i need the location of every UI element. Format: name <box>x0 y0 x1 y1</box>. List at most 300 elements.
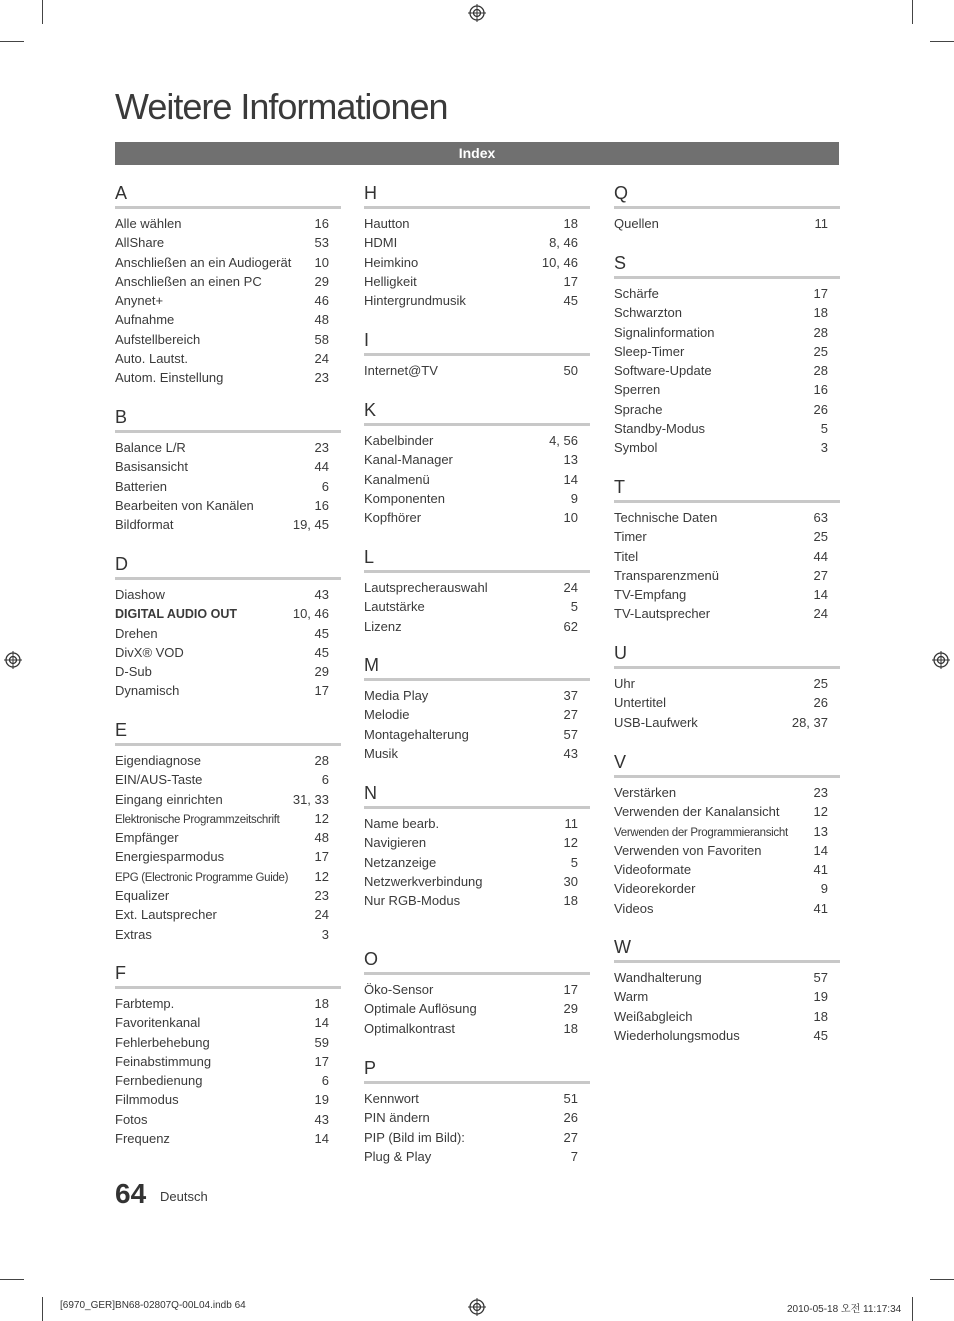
entry-page-ref: 18 <box>813 305 828 321</box>
index-entry <box>614 323 840 342</box>
entry-term: Farbtemp. <box>115 996 175 1011</box>
index-entry <box>364 617 590 636</box>
index-entry <box>364 1089 590 1108</box>
entry-term: Filmmodus <box>115 1092 179 1108</box>
section-divider <box>364 1081 590 1084</box>
entry-page-ref: 16 <box>314 216 329 231</box>
entry-page-ref: 41 <box>813 862 828 878</box>
index-entry <box>115 770 341 789</box>
section-letter: Q <box>614 183 629 203</box>
section-divider <box>614 500 840 503</box>
entry-term: Öko-Sensor <box>364 982 434 997</box>
entry-page-ref: 18 <box>563 1020 578 1036</box>
entry-page-ref: 12 <box>314 810 329 826</box>
index-entry <box>364 508 590 527</box>
index-entry <box>364 450 590 469</box>
entry-page-ref: 27 <box>813 567 828 583</box>
entry-term: AllShare <box>115 235 165 251</box>
index-section <box>364 654 590 763</box>
index-entry <box>115 751 341 770</box>
entry-term: Untertitel <box>614 695 667 711</box>
entry-page-ref: 24 <box>314 351 329 367</box>
entry-page-ref: 16 <box>813 382 828 398</box>
entry-term: Verstärken <box>614 785 677 800</box>
entry-term: HDMI <box>364 235 398 251</box>
registration-mark-icon <box>468 4 486 22</box>
entry-term: Verwenden von Favoriten <box>614 842 762 858</box>
entry-term: Wiederholungsmodus <box>614 1027 740 1043</box>
entry-page-ref: 57 <box>813 970 828 985</box>
entry-term: Anschließen an einen PC <box>115 273 262 289</box>
entry-page-ref: 45 <box>563 293 578 309</box>
page-number: 64 <box>115 1178 147 1209</box>
entry-page-ref: 43 <box>314 1111 329 1127</box>
section-letter: B <box>115 407 128 427</box>
entry-page-ref: 17 <box>314 1053 329 1069</box>
entry-term: Drehen <box>115 625 158 641</box>
index-section <box>614 252 840 458</box>
section-letter: M <box>364 655 379 675</box>
entry-page-ref: 23 <box>314 370 329 386</box>
index-entry <box>115 477 341 496</box>
crop-mark <box>42 0 43 24</box>
entry-term: Melodie <box>364 707 410 723</box>
entry-term: Komponenten <box>364 490 445 506</box>
index-entry <box>614 284 840 303</box>
entry-page-ref: 9 <box>570 490 578 506</box>
index-entry <box>614 879 840 898</box>
entry-page-ref: 5 <box>570 599 578 615</box>
entry-term: Plug & Play <box>364 1148 432 1164</box>
entry-list <box>614 508 840 624</box>
entry-page-ref: 25 <box>813 343 828 359</box>
index-entry <box>614 802 840 821</box>
crop-mark <box>912 1297 913 1321</box>
entry-term: Hintergrundmusik <box>364 293 466 309</box>
entry-list <box>614 968 840 1045</box>
section-divider <box>115 986 341 989</box>
entry-list <box>364 431 590 527</box>
index-entry <box>115 1052 341 1071</box>
index-entry <box>614 214 840 233</box>
entry-term: Lizenz <box>364 618 402 634</box>
entry-page-ref: 10, 46 <box>292 606 329 622</box>
section-divider <box>115 577 341 580</box>
entry-list <box>115 214 341 388</box>
index-entry <box>364 1147 590 1166</box>
index-entry <box>115 368 341 387</box>
entry-term: DIGITAL AUDIO OUT <box>115 607 237 622</box>
entry-term: Kopfhörer <box>364 510 422 526</box>
entry-page-ref: 11 <box>564 816 578 831</box>
entry-page-ref: 24 <box>314 907 329 923</box>
entry-term: D-Sub <box>115 664 152 680</box>
index-entry <box>115 925 341 944</box>
entry-page-ref: 4, 56 <box>549 433 578 448</box>
index-entry <box>364 578 590 597</box>
index-entry <box>614 527 840 546</box>
language-label: Deutsch <box>160 1189 208 1204</box>
entry-list <box>614 783 840 918</box>
index-entry <box>115 681 341 700</box>
entry-term: Verwenden der Kanalansicht <box>614 804 780 820</box>
entry-term: Signalinformation <box>614 324 715 340</box>
entry-page-ref: 26 <box>563 1110 578 1126</box>
entry-term: Basisansicht <box>115 459 188 475</box>
entry-page-ref: 18 <box>563 893 578 909</box>
entry-page-ref: 29 <box>314 273 329 289</box>
entry-page-ref: 25 <box>813 529 828 545</box>
index-entry <box>614 380 840 399</box>
entry-page-ref: 5 <box>820 421 828 437</box>
entry-term: Autom. Einstellung <box>115 370 224 386</box>
index-entry <box>115 1129 341 1148</box>
section-divider <box>614 960 840 963</box>
entry-list <box>614 674 840 732</box>
entry-list <box>115 438 341 534</box>
entry-term: Alle wählen <box>115 216 182 231</box>
entry-page-ref: 18 <box>813 1008 828 1024</box>
entry-term: Bildformat <box>115 517 174 533</box>
entry-term: Frequenz <box>115 1131 170 1147</box>
index-entry <box>614 585 840 604</box>
index-entry <box>115 662 341 681</box>
entry-page-ref: 10 <box>563 510 578 526</box>
section-letter: D <box>115 554 128 574</box>
index-entry <box>364 489 590 508</box>
entry-list <box>614 214 840 233</box>
section-letter: F <box>115 963 126 983</box>
entry-page-ref: 59 <box>314 1034 329 1050</box>
entry-term: Batterien <box>115 478 168 494</box>
section-divider <box>115 430 341 433</box>
entry-term: Energiesparmodus <box>115 849 225 865</box>
entry-page-ref: 12 <box>563 835 578 851</box>
entry-page-ref: 18 <box>563 216 578 231</box>
index-entry <box>115 867 341 886</box>
print-slug-right: 2010-05-18 오전 11:17:34 <box>787 1304 902 1315</box>
index-entry <box>364 814 590 833</box>
entry-term: Quellen <box>614 216 659 231</box>
entry-page-ref: 7 <box>570 1148 578 1164</box>
entry-term: Weißabgleich <box>614 1008 693 1024</box>
index-entry <box>364 233 590 252</box>
entry-term: Anynet+ <box>115 293 164 309</box>
index-entry <box>115 905 341 924</box>
index-entry <box>364 744 590 763</box>
index-entry <box>115 828 341 847</box>
entry-term: Videorekorder <box>614 881 696 897</box>
entry-page-ref: 53 <box>314 235 329 251</box>
section-letter: V <box>614 752 627 772</box>
entry-list <box>115 751 341 944</box>
entry-page-ref: 10, 46 <box>541 254 578 270</box>
entry-page-ref: 14 <box>813 842 828 858</box>
entry-page-ref: 46 <box>314 293 329 309</box>
section-divider <box>614 775 840 778</box>
entry-term: Nur RGB-Modus <box>364 893 461 909</box>
index-entry <box>115 310 341 329</box>
index-section <box>364 1057 590 1166</box>
entry-page-ref: 45 <box>813 1027 828 1043</box>
index-entry <box>614 783 840 802</box>
index-section <box>364 399 590 527</box>
entry-page-ref: 28 <box>813 363 828 379</box>
index-entry <box>115 886 341 905</box>
entry-term: Navigieren <box>364 835 427 851</box>
entry-page-ref: 12 <box>813 804 828 820</box>
entry-term: Montagehalterung <box>364 726 469 742</box>
index-section <box>614 476 840 624</box>
index-entry <box>364 1128 590 1147</box>
entry-page-ref: 28 <box>314 753 329 768</box>
entry-list <box>364 814 590 910</box>
entry-term: Hautton <box>364 216 410 231</box>
index-entry <box>115 847 341 866</box>
registration-mark-icon <box>468 1298 486 1316</box>
entry-page-ref: 17 <box>563 982 578 997</box>
entry-list <box>614 284 840 458</box>
entry-page-ref: 6 <box>321 1073 329 1089</box>
entry-term: Ext. Lautsprecher <box>115 907 217 923</box>
entry-page-ref: 48 <box>314 830 329 846</box>
entry-term: Eigendiagnose <box>115 753 202 768</box>
index-entry <box>115 330 341 349</box>
index-entry <box>115 253 341 272</box>
entry-term: Sprache <box>614 401 663 417</box>
section-divider <box>614 666 840 669</box>
entry-term: Anschließen an ein Audiogerät <box>115 254 292 270</box>
index-entry <box>364 725 590 744</box>
index-entry <box>364 872 590 891</box>
entry-page-ref: 10 <box>314 254 329 270</box>
index-entry <box>115 457 341 476</box>
section-divider <box>364 570 590 573</box>
entry-page-ref: 19 <box>813 989 828 1005</box>
section-divider <box>364 678 590 681</box>
index-entry <box>364 705 590 724</box>
entry-page-ref: 27 <box>563 707 578 723</box>
entry-page-ref: 27 <box>563 1129 578 1145</box>
section-divider <box>614 206 840 209</box>
section-letter: I <box>364 330 370 350</box>
entry-page-ref: 57 <box>563 726 578 742</box>
index-entry <box>364 853 590 872</box>
entry-page-ref: 24 <box>813 606 828 622</box>
index-entry <box>364 1019 590 1038</box>
entry-list <box>364 686 590 763</box>
entry-term: Sperren <box>614 382 661 398</box>
section-letter: N <box>364 783 377 803</box>
index-section <box>115 182 341 388</box>
entry-term: Kennwort <box>364 1091 419 1106</box>
entry-page-ref: 24 <box>563 580 578 595</box>
index-entry <box>115 790 341 809</box>
crop-mark <box>930 41 954 42</box>
section-letter: E <box>115 720 128 740</box>
index-section <box>115 553 341 701</box>
entry-page-ref: 28, 37 <box>791 714 828 730</box>
entry-page-ref: 51 <box>563 1091 578 1106</box>
crop-mark <box>42 1297 43 1321</box>
entry-page-ref: 17 <box>314 683 329 699</box>
entry-term: Balance L/R <box>115 440 186 455</box>
entry-page-ref: 17 <box>563 273 578 289</box>
entry-term: Verwenden der Programmieransicht <box>614 826 788 839</box>
entry-term: Symbol <box>614 440 658 456</box>
entry-term: Aufnahme <box>115 312 175 328</box>
entry-term: Media Play <box>364 688 429 703</box>
entry-page-ref: 12 <box>314 868 329 884</box>
entry-term: Extras <box>115 926 152 942</box>
entry-term: Netzanzeige <box>364 854 437 870</box>
entry-term: Name bearb. <box>364 816 440 831</box>
entry-page-ref: 11 <box>814 216 828 231</box>
entry-page-ref: 3 <box>321 926 329 942</box>
entry-term: Kanalmenü <box>364 471 430 487</box>
entry-term: TV-Empfang <box>614 587 687 603</box>
index-entry <box>115 1013 341 1032</box>
crop-mark <box>0 1279 24 1280</box>
index-entry <box>115 349 341 368</box>
entry-page-ref: 45 <box>314 644 329 660</box>
entry-list <box>115 585 341 701</box>
page-title: Weitere Informationen <box>115 86 448 127</box>
entry-term: Fernbedienung <box>115 1073 203 1089</box>
entry-term: Musik <box>364 745 398 761</box>
crop-mark <box>0 41 24 42</box>
entry-page-ref: 48 <box>314 312 329 328</box>
index-entry <box>364 431 590 450</box>
entry-page-ref: 41 <box>813 900 828 916</box>
index-entry <box>115 604 341 623</box>
entry-term: Eingang einrichten <box>115 791 223 807</box>
entry-page-ref: 45 <box>314 625 329 641</box>
entry-page-ref: 63 <box>813 510 828 525</box>
entry-term: Videoformate <box>614 862 692 878</box>
entry-page-ref: 37 <box>563 688 578 703</box>
entry-term: Internet@TV <box>364 363 438 378</box>
entry-term: PIN ändern <box>364 1110 430 1126</box>
index-entry <box>115 809 341 828</box>
section-letter: T <box>614 477 625 497</box>
index-entry <box>364 291 590 310</box>
entry-term: Equalizer <box>115 888 170 904</box>
entry-list <box>364 980 590 1038</box>
entry-page-ref: 43 <box>314 587 329 602</box>
entry-page-ref: 44 <box>314 459 329 475</box>
entry-page-ref: 17 <box>813 286 828 301</box>
entry-term: Sleep-Timer <box>614 343 685 359</box>
index-section <box>614 642 840 732</box>
index-entry <box>614 508 840 527</box>
entry-page-ref: 44 <box>813 548 828 564</box>
index-entry <box>364 272 590 291</box>
index-heading-bar: Index <box>115 142 839 165</box>
section-letter: K <box>364 400 377 420</box>
entry-page-ref: 26 <box>813 401 828 417</box>
index-entry <box>115 496 341 515</box>
entry-page-ref: 23 <box>314 440 329 455</box>
registration-mark-icon <box>932 651 950 669</box>
index-entry <box>364 470 590 489</box>
index-entry <box>364 253 590 272</box>
index-entry <box>364 686 590 705</box>
index-entry <box>115 994 341 1013</box>
index-entry <box>614 419 840 438</box>
index-entry <box>614 1007 840 1026</box>
index-entry <box>614 693 840 712</box>
entry-term: Standby-Modus <box>614 421 706 437</box>
entry-term: Schwarzton <box>614 305 682 321</box>
entry-page-ref: 14 <box>314 1015 329 1031</box>
entry-list <box>364 214 590 310</box>
crop-mark <box>930 1279 954 1280</box>
entry-page-ref: 14 <box>314 1131 329 1147</box>
entry-page-ref: 17 <box>314 849 329 865</box>
index-section <box>115 406 341 534</box>
index-entry <box>614 841 840 860</box>
index-entry <box>364 214 590 233</box>
entry-list <box>364 578 590 636</box>
section-letter: L <box>364 547 375 567</box>
section-divider <box>364 972 590 975</box>
entry-term: Kabelbinder <box>364 433 434 448</box>
section-letter: U <box>614 643 627 663</box>
index-entry <box>614 604 840 623</box>
index-section <box>614 182 840 233</box>
entry-page-ref: 28 <box>813 324 828 340</box>
index-section <box>614 936 840 1045</box>
entry-list <box>115 994 341 1148</box>
entry-term: Bearbeiten von Kanälen <box>115 497 254 513</box>
entry-page-ref: 30 <box>563 873 578 889</box>
index-entry <box>115 291 341 310</box>
section-letter: W <box>614 937 631 957</box>
entry-term: Lautsprecherauswahl <box>364 580 488 595</box>
index-section <box>115 719 341 944</box>
entry-term: Helligkeit <box>364 273 417 289</box>
entry-term: Aufstellbereich <box>115 331 201 347</box>
index-entry <box>614 899 840 918</box>
entry-term: Elektronische Programmzeitschrift <box>115 813 280 826</box>
section-letter: H <box>364 183 377 203</box>
section-divider <box>364 206 590 209</box>
index-section <box>614 751 840 918</box>
index-entry <box>364 891 590 910</box>
entry-page-ref: 14 <box>563 471 578 487</box>
entry-page-ref: 16 <box>314 497 329 513</box>
index-entry <box>364 597 590 616</box>
entry-term: Empfänger <box>115 830 179 846</box>
entry-term: Videos <box>614 900 654 916</box>
entry-page-ref: 14 <box>813 587 828 603</box>
index-entry <box>115 272 341 291</box>
entry-page-ref: 58 <box>314 331 329 347</box>
section-divider <box>115 743 341 746</box>
section-letter: O <box>364 949 379 969</box>
entry-term: Transparenzmenü <box>614 567 720 583</box>
entry-term: Netzwerkverbindung <box>364 873 483 889</box>
index-entry <box>364 980 590 999</box>
entry-term: Fehlerbehebung <box>115 1034 210 1050</box>
entry-term: Heimkino <box>364 254 419 270</box>
index-entry <box>115 624 341 643</box>
entry-page-ref: 23 <box>314 888 329 904</box>
index-entry <box>115 214 341 233</box>
entry-term: DivX® VOD <box>115 644 184 660</box>
index-entry <box>115 515 341 534</box>
